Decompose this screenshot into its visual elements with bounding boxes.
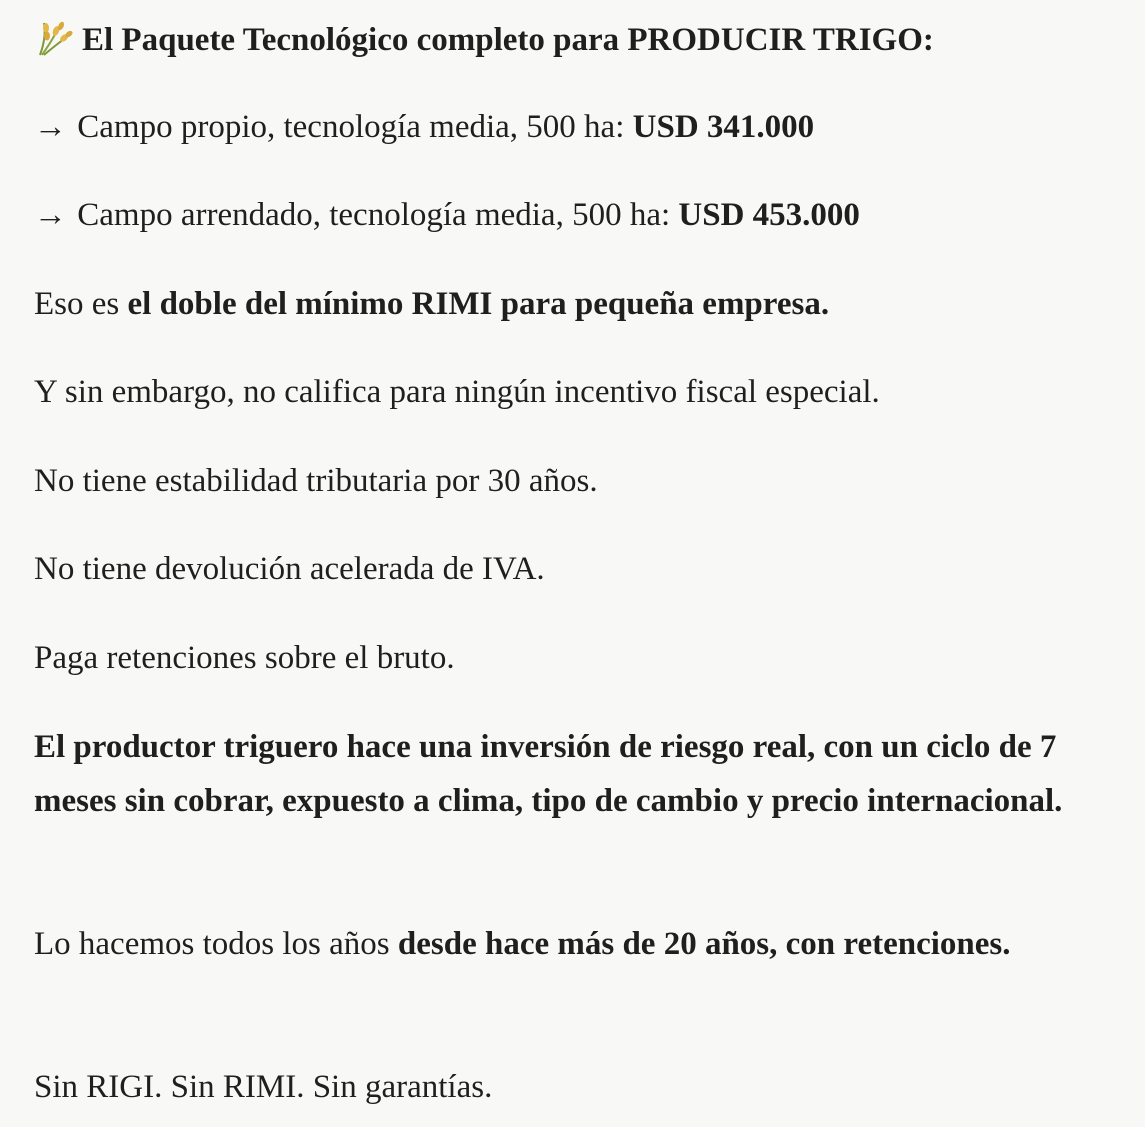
paragraph-doble bbox=[34, 284, 829, 324]
paragraph-anios-plain: Lo hacemos todos los años bbox=[34, 926, 398, 962]
paragraph-final: Sin RIGI. Sin RIMI. Sin garantías. bbox=[34, 1069, 493, 1105]
rice-plant-icon bbox=[34, 20, 74, 56]
item-value: USD 341.000 bbox=[632, 109, 815, 145]
item-label: Campo propio, tecnología media, 500 ha: bbox=[69, 109, 633, 145]
paragraph-productor bbox=[34, 720, 1129, 828]
paragraph-anios-bold: desde hace más de 20 años, con retenciones. bbox=[397, 926, 1011, 962]
heading bbox=[34, 20, 934, 60]
list-item bbox=[34, 195, 860, 235]
paragraph-iva: No tiene devolución acelerada de IVA. bbox=[34, 551, 545, 587]
item-value: USD 453.000 bbox=[678, 197, 860, 233]
heading-text: El Paquete Tecnológico completo para PRODUCIR TRIGO: bbox=[82, 22, 934, 58]
arrow-right-icon: → bbox=[34, 197, 67, 233]
list-item bbox=[34, 107, 814, 147]
item-label: Campo arrendado, tecnología media, 500 ha: bbox=[69, 197, 679, 233]
paragraph-doble-bold: el doble del mínimo RIMI para pequeña empresa. bbox=[127, 286, 830, 322]
paragraph-doble-plain: Eso es bbox=[34, 286, 128, 322]
arrow-right-icon: → bbox=[34, 109, 67, 145]
paragraph-productor-bold: El productor triguero hace una inversión de riesgo real, con un ciclo de 7 meses sin cobrar, expuesto a clima, tipo de cambio y precio internacional. bbox=[34, 729, 1063, 819]
paragraph-incentivo: Y sin embargo, no califica para ningún incentivo fiscal especial. bbox=[34, 374, 880, 410]
paragraph-retenciones: Paga retenciones sobre el bruto. bbox=[34, 640, 455, 676]
paragraph-estabilidad: No tiene estabilidad tributaria por 30 años. bbox=[34, 463, 598, 499]
paragraph-anios bbox=[34, 917, 1129, 971]
